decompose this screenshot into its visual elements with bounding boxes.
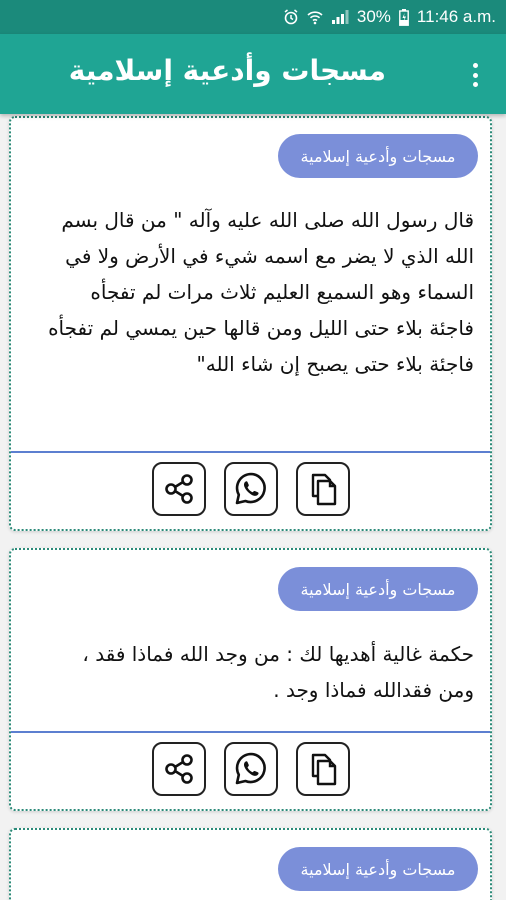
signal-icon: [331, 9, 349, 25]
message-card: [9, 828, 492, 900]
share-icon: [161, 751, 197, 787]
message-card: [9, 116, 492, 531]
message-text[interactable]: قال رسول الله صلى الله عليه وآله " من قال بسم الله الذي لا يضر مع اسمه شيء في الأرض ولا في السماء وهو السميع العليم ثلاث مرات لم تفجأه فاجئة بلاء حتى الليل ومن قالها حين يمسي لم تفجأه فاجئة بلاء حتى يصبح إن شاء الله": [48, 208, 474, 376]
alarm-icon: [283, 9, 299, 25]
card-divider: [11, 731, 490, 733]
copy-icon: [306, 750, 340, 788]
whatsapp-icon: [232, 470, 270, 508]
whatsapp-icon: [232, 750, 270, 788]
whatsapp-button[interactable]: [224, 742, 278, 796]
copy-button[interactable]: [296, 742, 350, 796]
clock: 11:46 a.m.: [416, 7, 496, 26]
battery-percentage: 30%: [356, 7, 391, 26]
whatsapp-button[interactable]: [224, 462, 278, 516]
message-text[interactable]: حكمة غالية أهديها لك : من وجد الله فماذا فقد ، ومن فقدالله فماذا وجد .: [82, 642, 474, 702]
app-bar: [0, 34, 506, 114]
card-actions: [11, 462, 490, 516]
share-button[interactable]: [152, 742, 206, 796]
battery-icon: [399, 9, 409, 26]
message-card: [9, 548, 492, 811]
card-actions: [11, 742, 490, 796]
overflow-menu-icon[interactable]: [465, 60, 485, 90]
category-badge: مسجات وأدعية إسلامية: [278, 134, 478, 178]
card-divider: [11, 451, 490, 453]
share-button[interactable]: [152, 462, 206, 516]
category-badge: مسجات وأدعية إسلامية: [278, 567, 478, 611]
app-title: مسجات وأدعية إسلامية: [68, 54, 386, 87]
wifi-icon: [307, 9, 323, 25]
status-bar: [0, 0, 506, 34]
copy-button[interactable]: [296, 462, 350, 516]
category-badge: مسجات وأدعية إسلامية: [278, 847, 478, 891]
copy-icon: [306, 470, 340, 508]
share-icon: [161, 471, 197, 507]
